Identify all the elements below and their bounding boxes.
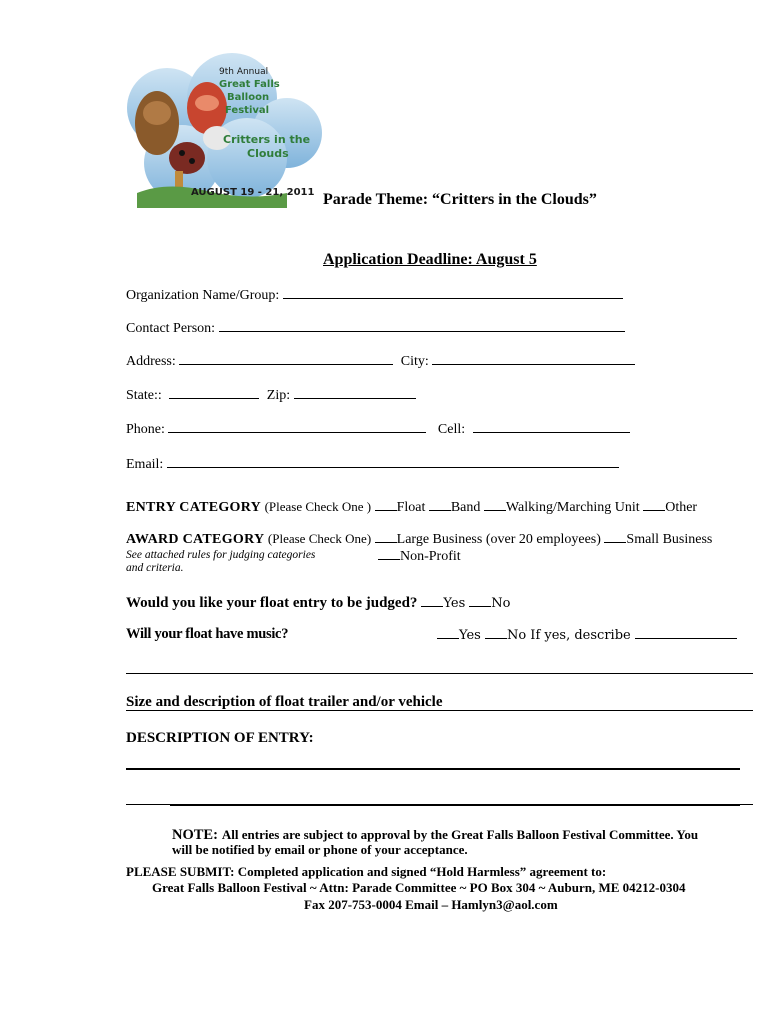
band-option: Band [450, 500, 481, 515]
music-yes-label: Yes [459, 628, 481, 643]
award-category-note: (Please Check One) [267, 531, 372, 546]
address-row [126, 352, 635, 370]
judged-yes-checkbox[interactable] [421, 594, 443, 607]
zip-field[interactable] [294, 386, 416, 399]
band-checkbox[interactable] [429, 498, 451, 511]
phone-cell-row [126, 420, 630, 438]
description-line-1[interactable] [126, 768, 740, 770]
submit-line-3: Fax 207-753-0004 Email – Hamlyn3@aol.com [304, 897, 558, 912]
small-business-checkbox[interactable] [604, 530, 626, 543]
email-label: Email: [126, 457, 164, 472]
nonprofit-checkbox[interactable] [378, 547, 400, 560]
city-field[interactable] [432, 352, 635, 365]
city-label: City: [400, 354, 429, 369]
logo-line1: 9th Annual [219, 67, 269, 77]
large-business-option: Large Business (over 20 employees) [396, 532, 601, 547]
music-no-checkbox[interactable] [485, 626, 507, 639]
size-description-label: Size and description of float trailer and/or vehicle [126, 694, 443, 710]
state-zip-row [126, 386, 416, 404]
email-field[interactable] [167, 455, 619, 468]
description-of-entry-label: DESCRIPTION OF ENTRY: [126, 730, 314, 746]
walking-option: Walking/Marching Unit [505, 500, 640, 515]
award-category-heading: AWARD CATEGORY [126, 532, 265, 547]
judged-no-label: No [491, 596, 511, 611]
section-divider [126, 673, 753, 674]
address-field[interactable] [179, 352, 393, 365]
logo-line2: Great Falls [219, 79, 280, 90]
email-row [126, 455, 619, 473]
state-label: State:: [126, 388, 162, 403]
nonprofit-row [378, 547, 461, 565]
contact-field[interactable] [219, 319, 625, 332]
music-answer-row [437, 626, 737, 643]
rules-note-1: See attached rules for judging categories [126, 549, 316, 561]
organization-label: Organization Name/Group: [126, 288, 280, 303]
music-no-label: No If yes, describe [506, 628, 631, 643]
float-checkbox[interactable] [375, 498, 397, 511]
large-business-checkbox[interactable] [375, 530, 397, 543]
music-describe-field[interactable] [635, 626, 737, 639]
phone-label: Phone: [126, 422, 165, 437]
note-text-1: All entries are subject to approval by the Great Falls Balloon Festival Committee. You [221, 827, 699, 842]
judged-row [126, 594, 510, 612]
logo-line3: Balloon [227, 92, 270, 103]
entry-category-heading: ENTRY CATEGORY [126, 500, 262, 515]
music-question: Will your float have music? [126, 626, 289, 642]
award-category-row [126, 530, 712, 548]
nonprofit-option: Non-Profit [400, 549, 461, 564]
cell-label: Cell: [437, 422, 466, 437]
zip-label: Zip: [266, 388, 291, 403]
walking-checkbox[interactable] [484, 498, 506, 511]
organization-row [126, 286, 623, 304]
submit-line-1: PLEASE SUBMIT: Completed application and signed “Hold Harmless” agreement to: [126, 864, 607, 879]
description-line-2b [170, 805, 740, 806]
note-label: NOTE: [172, 827, 218, 843]
state-field[interactable] [169, 386, 259, 399]
application-deadline: Application Deadline: August 5 [323, 251, 537, 268]
logo-line6: Clouds [247, 147, 289, 160]
contact-label: Contact Person: [126, 321, 216, 336]
entry-category-note: (Please Check One ) [264, 499, 372, 514]
note-text-2: will be notified by email or phone of your acceptance. [172, 842, 468, 857]
float-option: Float [396, 500, 426, 515]
other-option: Other [665, 500, 698, 515]
logo-line4: Festival [225, 105, 270, 116]
parade-theme-title: Parade Theme: “Critters in the Clouds” [323, 191, 597, 208]
size-description-line[interactable] [126, 710, 753, 711]
judged-no-checkbox[interactable] [469, 594, 491, 607]
judged-question: Would you like your float entry to be judged? [126, 595, 418, 611]
organization-field[interactable] [283, 286, 623, 299]
logo-line5: Critters in the [223, 133, 311, 146]
contact-row [126, 319, 625, 337]
judged-yes-label: Yes [443, 596, 466, 611]
rules-note-2: and criteria. [126, 562, 184, 574]
festival-logo [127, 53, 323, 208]
phone-field[interactable] [168, 420, 426, 433]
entry-category-row [126, 498, 697, 516]
address-label: Address: [126, 354, 176, 369]
submit-line-2: Great Falls Balloon Festival ~ Attn: Parade Committee ~ PO Box 304 ~ Auburn, ME 04212-0304 [152, 880, 686, 895]
small-business-option: Small Business [626, 532, 713, 547]
music-yes-checkbox[interactable] [437, 626, 459, 639]
logo-date: AUGUST 19 - 21, 2011 [191, 187, 315, 198]
cell-field[interactable] [473, 420, 630, 433]
other-checkbox[interactable] [643, 498, 665, 511]
